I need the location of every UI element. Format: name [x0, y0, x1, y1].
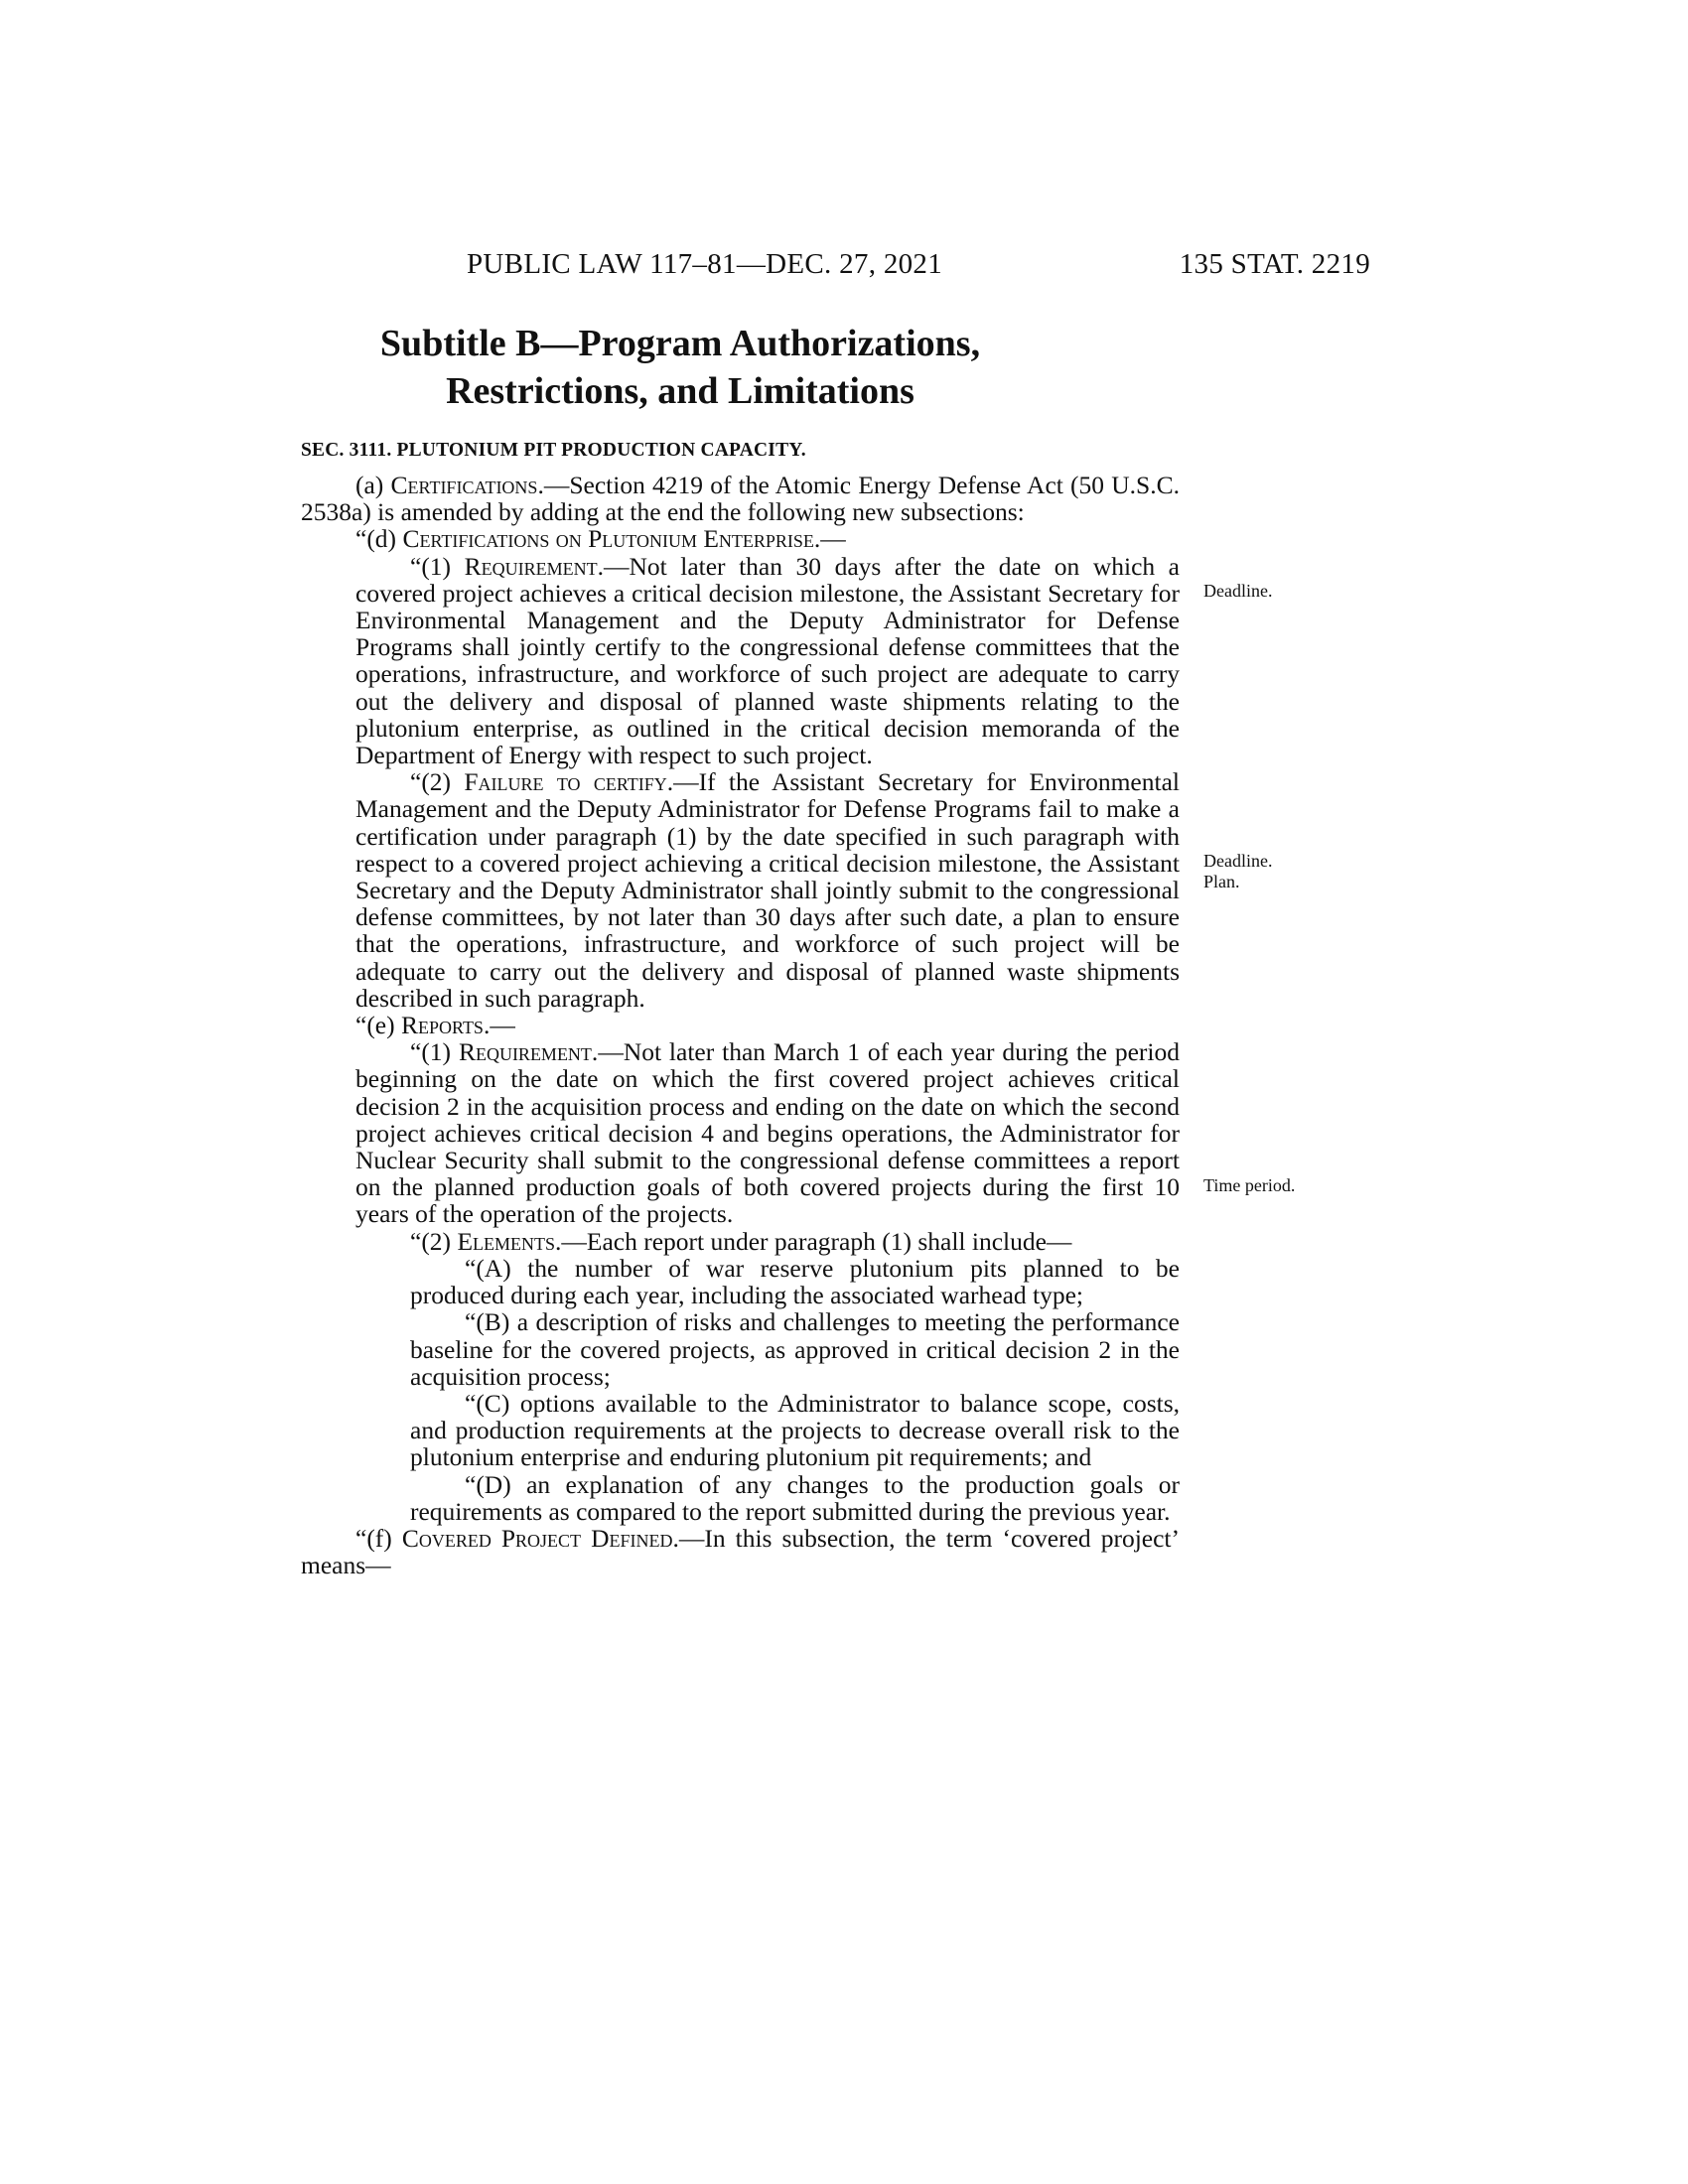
law-citation: PUBLIC LAW 117–81—DEC. 27, 2021: [467, 248, 943, 280]
margin-note-deadline-2: Deadline.: [1203, 851, 1273, 871]
margin-note-deadline-1: Deadline.: [1203, 581, 1273, 601]
body-text: [301, 472, 1180, 1578]
subparagraph-A: “(A) the number of war reserve plutonium pits planned to be produced during each year, including the associated warhead type;: [410, 1253, 1180, 1310]
running-head: [298, 248, 1370, 288]
subparagraph-B: “(B) a description of risks and challenges to meeting the performance baseline for the covered projects, as approved in critical decision 2 in the acquisition process;: [410, 1307, 1180, 1391]
paragraph-e1: “(1) Requirement.—Not later than March 1 of each year during the period beginning on the date on which the first covered project achieves critical decision 2 in the acquisition process and ending on the date on which the second project achieves critical decision 4 and begins operations, the Administrator for Nuclear Security shall submit to the congressional defense committees a report on the planned production goals of both covered projects during the first 10 years of the operation of the projects.: [355, 1037, 1180, 1229]
subsection-d-heading: “(d) Certifications on Plutonium Enterprise.—: [355, 524, 846, 554]
subsection-a: (a) Certifications.—Section 4219 of the Atomic Energy Defense Act (50 U.S.C. 2538a) is amended by adding at the end the following new subsections:: [301, 471, 1180, 527]
subparagraph-C: “(C) options available to the Administrator to balance scope, costs, and production requirements at the projects to decrease overall risk to the plutonium enterprise and enduring plutonium pit requirements; and: [410, 1388, 1180, 1472]
section-heading: SEC. 3111. PLUTONIUM PIT PRODUCTION CAPACITY.: [301, 440, 806, 461]
subsection-f: “(f) Covered Project Defined.—In this subsection, the term ‘covered project’ means—: [301, 1523, 1180, 1580]
margin-note-time-period: Time period.: [1203, 1175, 1296, 1195]
stat-page-number: 135 STAT. 2219: [1179, 248, 1370, 280]
margin-note-plan: Plan.: [1203, 872, 1240, 891]
subtitle-line-2: Restrictions, and Limitations: [446, 370, 914, 412]
subtitle-line-1: Subtitle B—Program Authorizations,: [379, 323, 981, 364]
subsection-e-heading: “(e) Reports.—: [355, 1011, 515, 1040]
paragraph-d1: “(1) Requirement.—Not later than 30 days after the date on which a covered project achieves a critical decision milestone, the Assistant Secretary for Environmental Management and the Deputy Administrator for Defense Programs shall jointly certify to the congressional defense committees that the operations, infrastructure, and workforce of such project are adequate to carry out the delivery and disposal of planned waste shipments relating to the plutonium enterprise, as outlined in the critical decision memoranda of the Department of Energy with respect to such project.: [355, 551, 1180, 770]
paragraph-d2: “(2) Failure to certify.—If the Assistant Secretary for Environmental Management and the Deputy Administrator for Defense Programs fail to make a certification under paragraph (1) by the date specified in such paragraph with respect to a covered project achieving a critical decision milestone, the Assistant Secretary and the Deputy Administrator shall jointly submit to the congressional defense committees, by not later than 30 days after such date, a plan to ensure that the operations, infrastructure, and workforce of such project will be adequate to carry out the delivery and disposal of planned waste shipments described in such paragraph.: [355, 767, 1180, 1013]
subparagraph-D: “(D) an explanation of any changes to the production goals or requirements as compared to the report submitted during the previous year.: [410, 1469, 1180, 1526]
subtitle-heading: [298, 320, 1062, 415]
paragraph-e2: “(2) Elements.—Each report under paragraph (1) shall include—: [410, 1226, 1072, 1256]
